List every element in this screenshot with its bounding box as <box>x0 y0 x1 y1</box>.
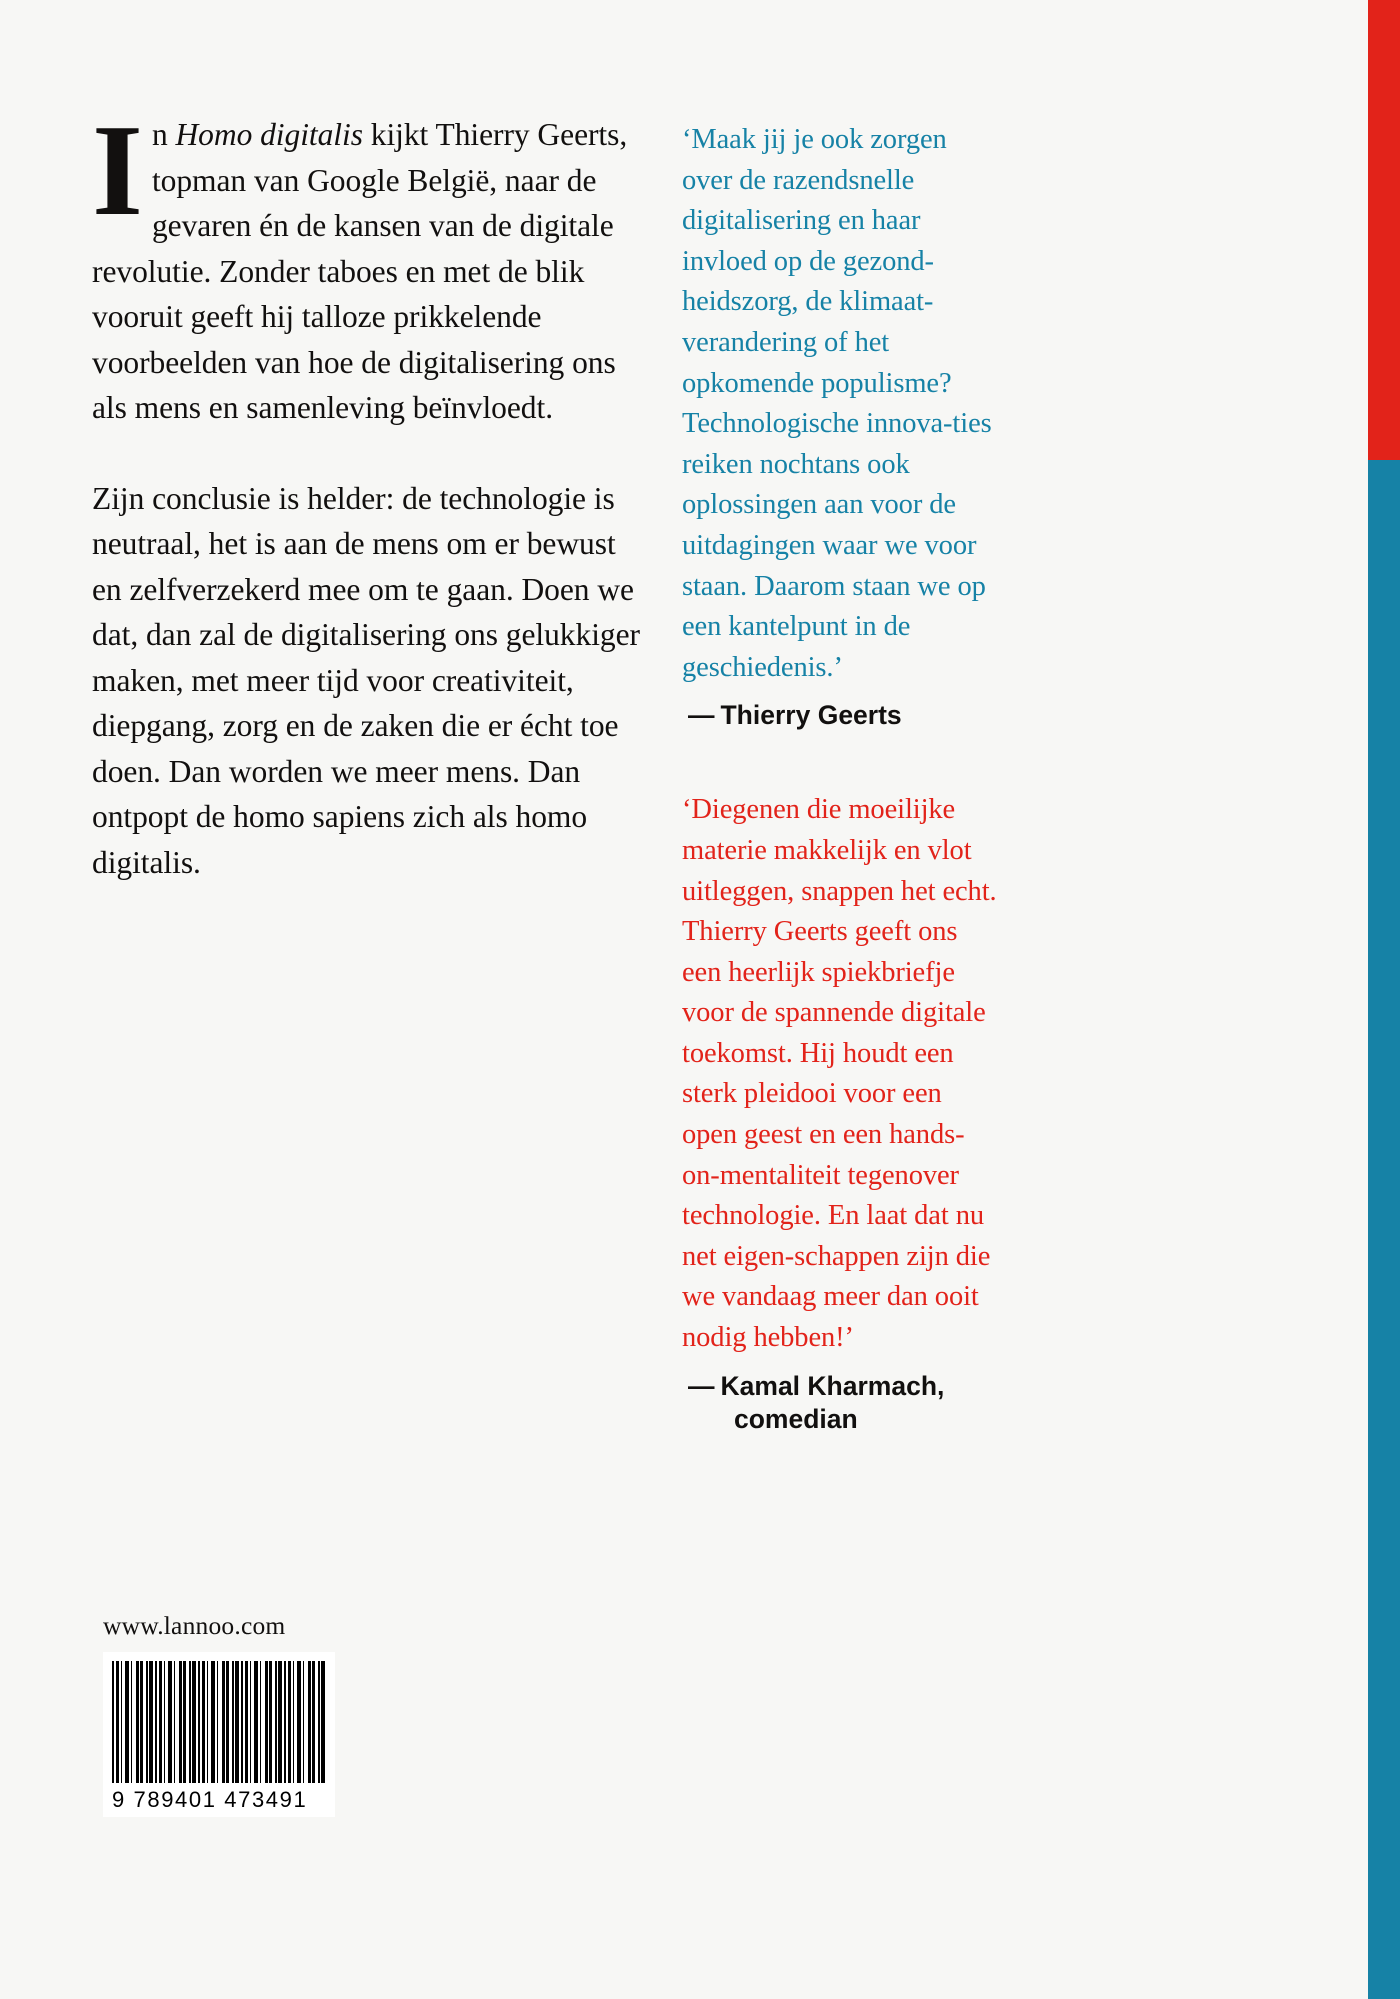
quote-block-thierry-geerts <box>682 120 1000 732</box>
blurb-lead-in: n <box>151 117 176 152</box>
blurb-column <box>92 98 652 885</box>
imprint-block <box>103 1611 383 1817</box>
quote-author-role: comedian <box>734 1403 858 1434</box>
barcode-bars <box>112 1661 326 1783</box>
em-dash: — <box>688 700 714 731</box>
barcode <box>103 1652 335 1817</box>
quote-text: ‘Maak jij je ook zorgen over de razendsnelle digitalisering en haar invloed op de gezond-heidszorg, de klimaat-verandering of het opkomende populisme? Technologische innova-ties reiken nochtans ook oplossingen aan voor de uitdagingen waar we voor staan. Daarom staan we op een kantelpunt in de geschiedenis.’ <box>682 124 992 683</box>
isbn-number: 9 789401 473491 <box>112 1787 308 1812</box>
blurb-paragraph-2: Zijn conclusie is helder: de technologie is neutraal, het is aan de mens om er bewust en zelfverzekerd mee om te gaan. Doen we dat, dan zal de digitalisering ons gelukkiger maken, met meer tijd voor creativiteit, diepgang, zorg en de zaken die er écht toe doen. Dan worden we meer mens. Dan ontpopt de homo sapiens zich als homo digitalis. <box>92 480 640 880</box>
quote-attribution <box>682 1370 1000 1436</box>
publisher-website[interactable]: www.lannoo.com <box>103 1611 286 1640</box>
blurb-paragraph-1 <box>92 98 652 431</box>
quote-author-name: Kamal Kharmach, <box>720 1370 945 1401</box>
quote-attribution <box>682 699 1000 732</box>
book-title-italic: Homo digitalis <box>175 117 363 152</box>
quotes-column <box>682 120 1000 1436</box>
quote-block-kamal-kharmach <box>682 790 1000 1435</box>
blurb-paragraph-1-rest: kijkt Thierry Geerts, topman van Google België, naar de gevaren én de kansen van de digitale revolutie. Zonder taboes en met de blik vooruit geeft hij talloze prikkelende voorbeelden van hoe de digitalisering ons als mens en samenleving beïnvloedt. <box>92 117 628 425</box>
quote-text: ‘Diegenen die moeilijke materie makkelijk en vlot uitleggen, snappen het echt. Thierry Geerts geeft ons een heerlijk spiekbriefje voor de spannende digitale toekomst. Hij houdt een sterk pleidooi voor een open geest en een hands-on-mentaliteit tegenover technologie. En laat dat nu net eigen-schappen zijn die we vandaag meer dan ooit nodig hebben!’ <box>682 794 997 1354</box>
teal-edge-bar <box>1368 460 1400 1999</box>
red-edge-bar <box>1368 0 1400 460</box>
quote-author-name: Thierry Geerts <box>720 700 902 731</box>
em-dash: — <box>688 1370 714 1401</box>
drop-cap: I <box>92 98 143 243</box>
